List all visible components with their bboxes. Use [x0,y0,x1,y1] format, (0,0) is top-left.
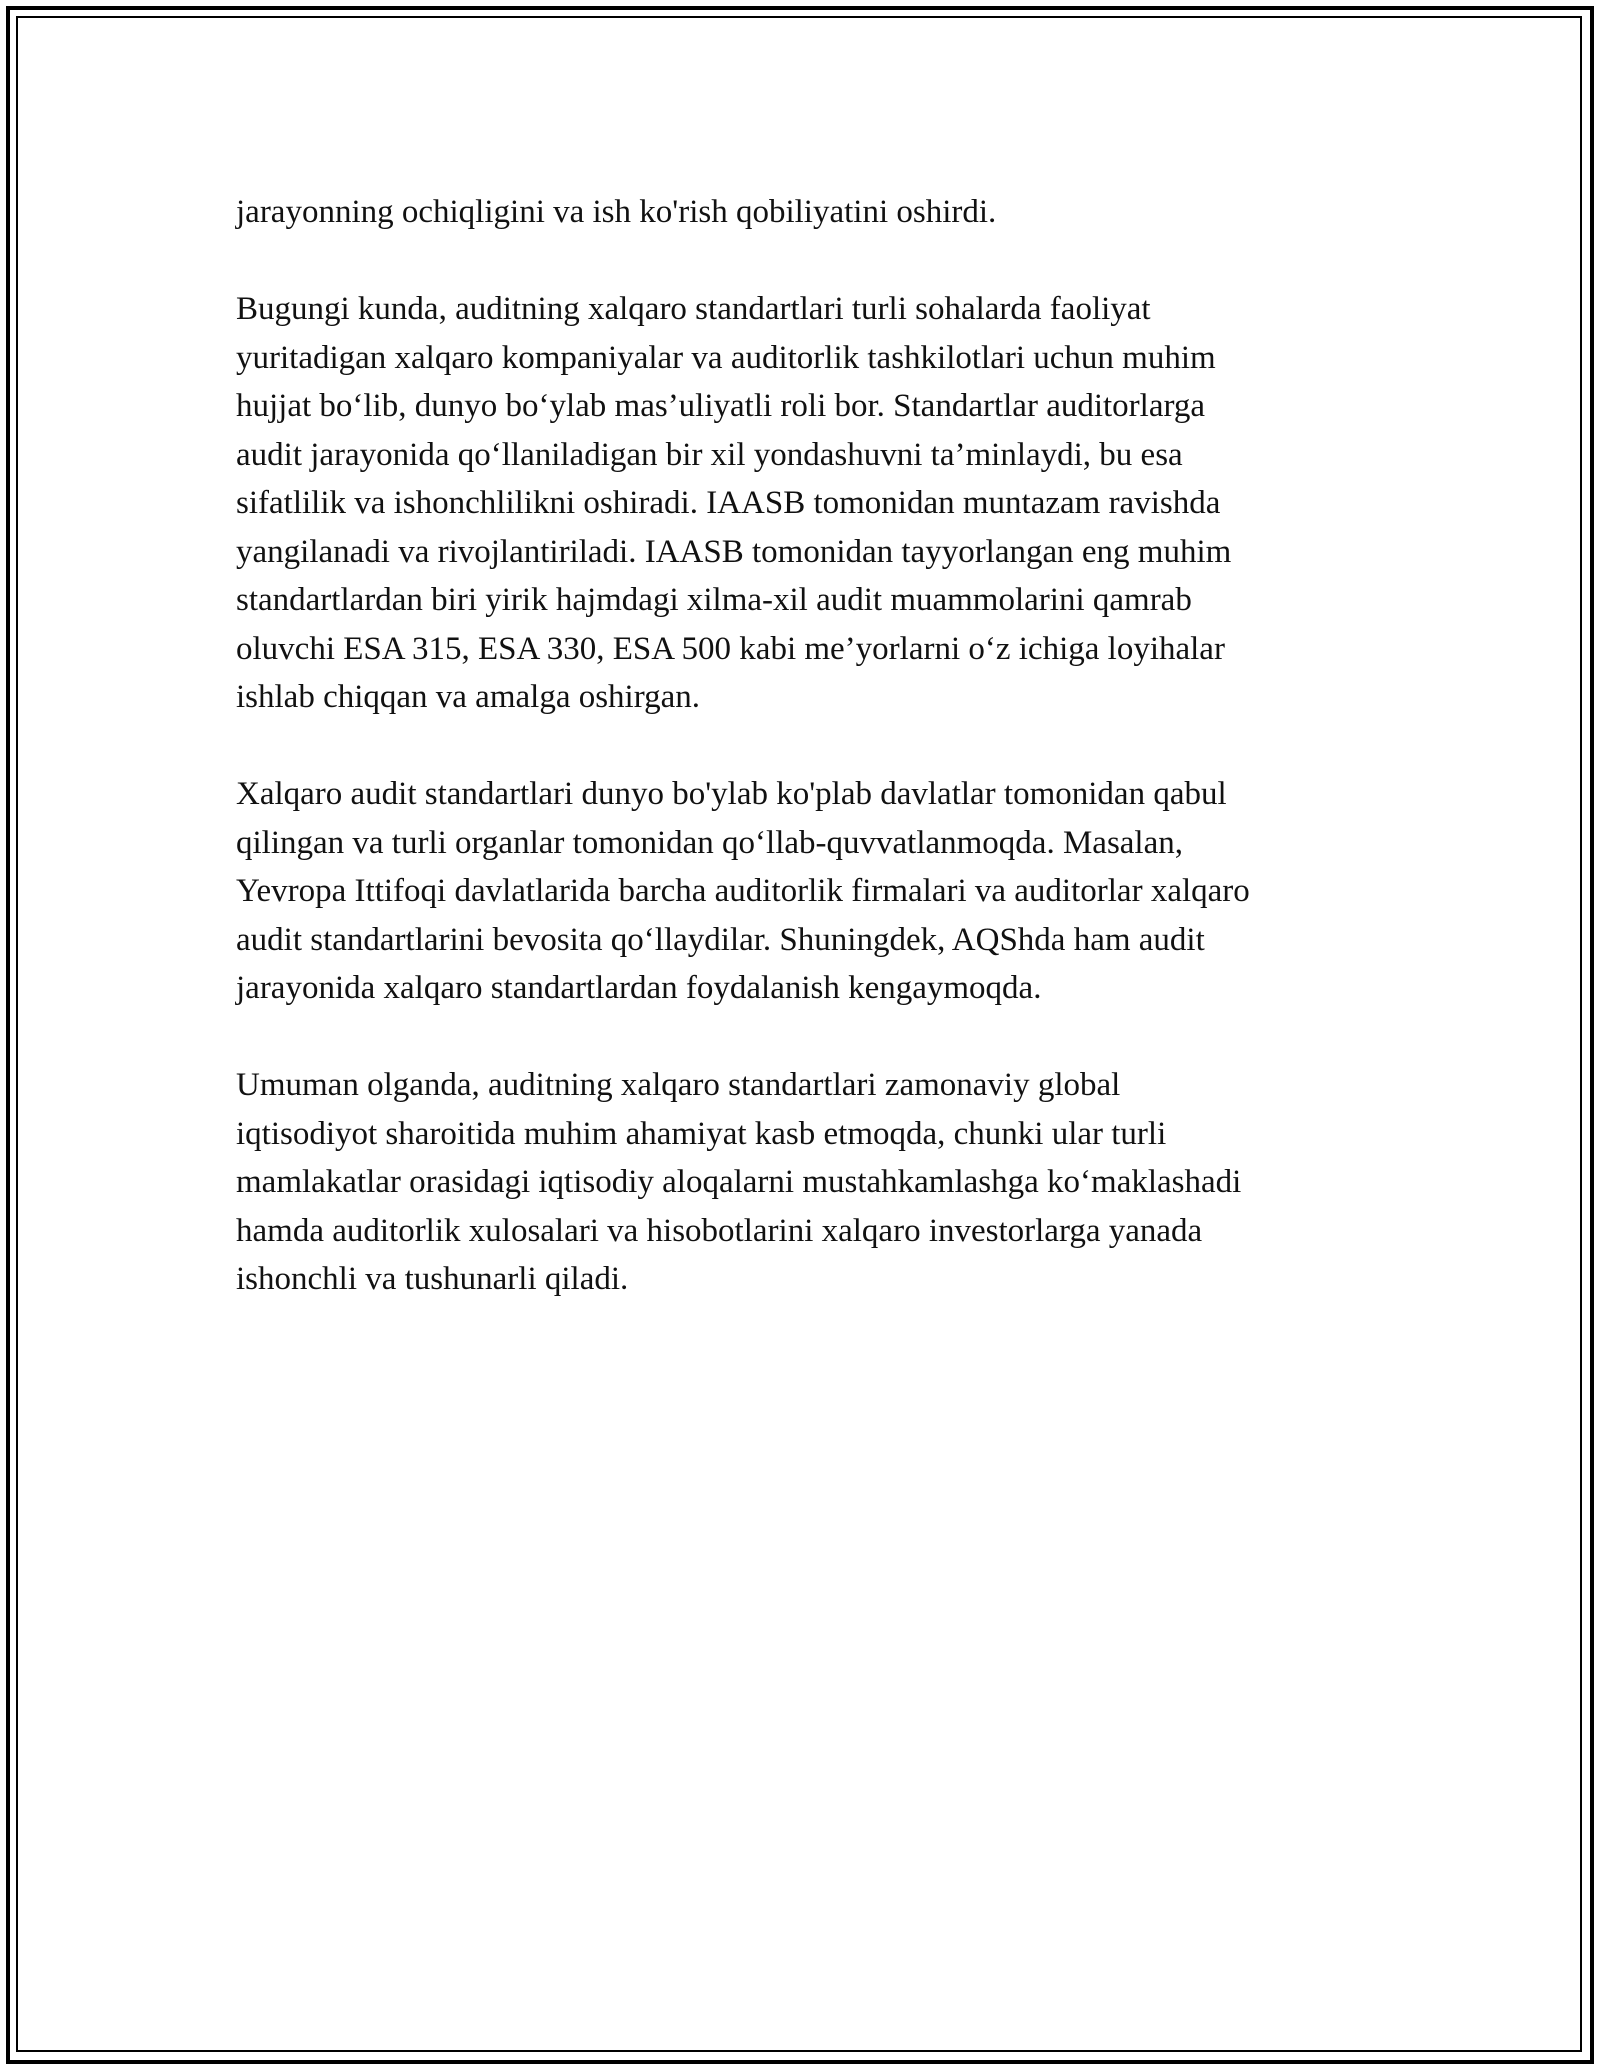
paragraph-3: Xalqaro audit standartlari dunyo bo'ylab ko'plab davlatlar tomonidan qabul qilingan va turli organlar tomonidan qo‘llab-quvvatlanmoqda. Masalan, Yevropa Ittifoqi davlatlarida barcha auditorlik firmalari va auditorlar xalqaro audit standartlarini bevosita qo‘llaydilar. Shuningdek, AQShda ham audit jarayonida xalqaro standartlardan foydalanish kengaymoqda. [236,776,1250,1006]
paragraph-4: Umuman olganda, auditning xalqaro standartlari zamonaviy global iqtisodiyot sharoitida muhim ahamiyat kasb etmoqda, chunki ular turli mamlakatlar orasidagi iqtisodiy aloqalarni mustahkamlashga ko‘maklashadi hamda auditorlik xulosalari va hisobotlarini xalqaro investorlarga yanada ishonchli va tushunarli qiladi. [236,1067,1242,1297]
document-body [236,188,1376,1352]
paragraph-2: Bugungi kunda, auditning xalqaro standartlari turli sohalarda faoliyat yuritadigan xalqaro kompaniyalar va auditorlik tashkilotlari uchun muhim hujjat bo‘lib, dunyo bo‘ylab mas’uliyatli roli bor. Standartlar auditorlarga audit jarayonida qo‘llaniladigan bir xil yondashuvni ta’minlaydi, bu esa sifatlilik va ishonchlilikni oshiradi. IAASB tomonidan muntazam ravishda yangilanadi va rivojlantiriladi. IAASB tomonidan tayyorlangan eng muhim standartlardan biri yirik hajmdagi xilma-xil audit muammolarini qamrab oluvchi ESA 315, ESA 330, ESA 500 kabi me’yorlarni o‘z ichiga loyihalar ishlab chiqqan va amalga oshirgan. [236,291,1232,715]
paragraph-1: jarayonning ochiqligini va ish ko'rish qobiliyatini oshirdi. [236,194,997,230]
